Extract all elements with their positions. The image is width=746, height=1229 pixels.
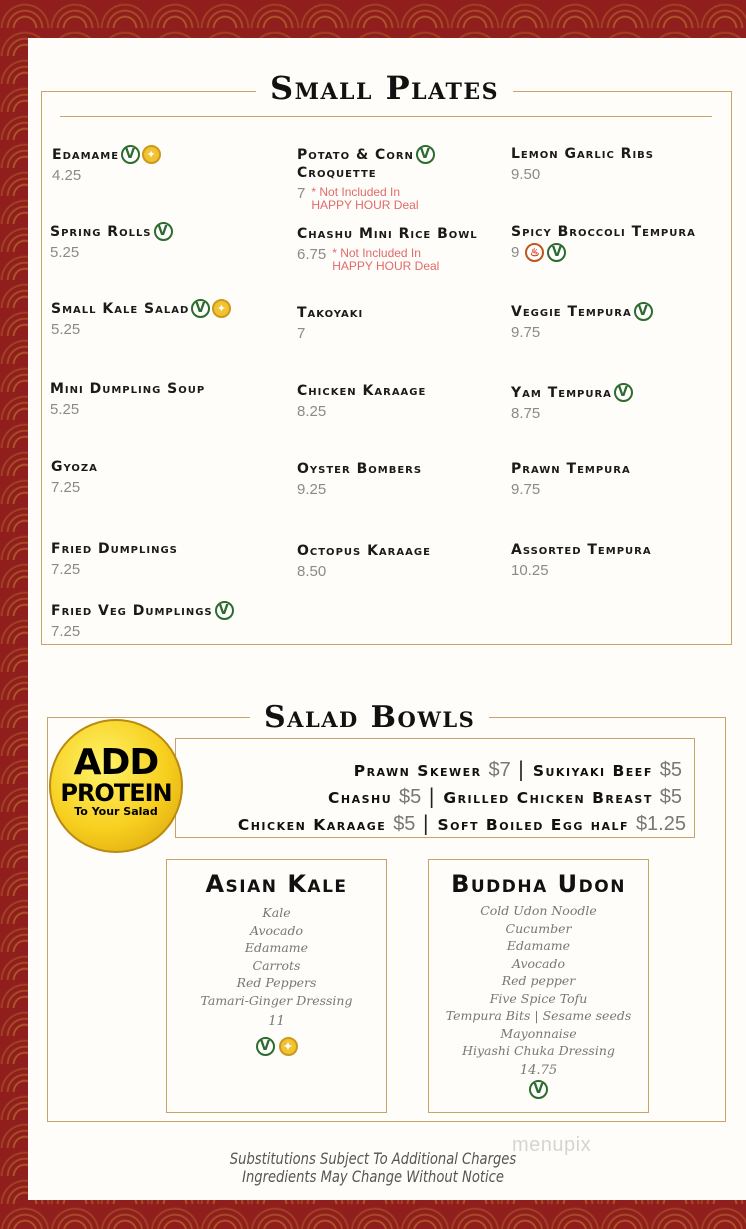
buddha-udon-box <box>428 859 649 1113</box>
item-name <box>297 225 478 243</box>
item-price <box>297 183 435 212</box>
small-plates-title: Small Plates <box>256 68 513 108</box>
item-price-value: 5.25 <box>50 401 80 418</box>
item-price-value: 4.25 <box>52 167 82 184</box>
item-name <box>511 302 653 321</box>
item-price <box>51 319 231 341</box>
item-name-text: Chashu Mini Rice Bowl <box>297 226 478 242</box>
protein-price: $5 <box>393 813 416 835</box>
item-name-text: Potato & Corn <box>297 146 414 163</box>
vegan-icon: V <box>215 601 234 620</box>
item-price-value: 9.75 <box>511 481 541 498</box>
separator: | <box>422 811 431 835</box>
ingredient: Hiyashi Chuka Dressing <box>462 1043 615 1058</box>
item-price-value: 9.25 <box>297 481 327 498</box>
vegan-icon: V <box>121 145 140 164</box>
spicy-icon: ♨ <box>525 243 544 262</box>
item-price-value: 8.25 <box>297 403 327 420</box>
item-price-value: 9.75 <box>511 324 541 341</box>
gluten-free-icon: ✦ <box>212 299 231 318</box>
bowl-icons <box>429 1080 648 1099</box>
item-name-text: Lemon Garlic Ribs <box>511 146 655 162</box>
item-name <box>50 222 173 241</box>
menu-item <box>297 225 478 273</box>
item-name-text: Spring Rolls <box>50 223 152 240</box>
item-price-value: 7 <box>297 185 306 202</box>
protein-price: $5 <box>399 786 422 808</box>
item-price <box>511 403 633 425</box>
ingredient: Mayonnaise <box>500 1025 577 1041</box>
ingredient: Avocado <box>249 922 304 938</box>
protein-row-2 <box>328 785 682 809</box>
item-name-text: Octopus Karaage <box>297 543 431 559</box>
item-price <box>511 242 696 264</box>
protein-name: Sukiyaki Beef <box>532 762 653 780</box>
item-price-value: 9 <box>511 244 520 261</box>
vegan-icon: V <box>529 1080 548 1099</box>
item-name <box>51 299 231 318</box>
ingredient: Cold Udon Noodle <box>480 903 597 918</box>
item-price <box>51 477 98 499</box>
menu-item <box>297 145 435 212</box>
item-price-value: 6.75 <box>297 246 327 263</box>
ingredient: Red Peppers <box>236 975 317 990</box>
item-price <box>511 164 654 186</box>
item-name <box>50 380 205 398</box>
item-price <box>511 560 652 582</box>
item-price <box>297 244 478 273</box>
item-price-value: 5.25 <box>50 244 80 261</box>
badge-line1: ADD <box>73 742 159 783</box>
bowl-price: 14.75 <box>519 1062 558 1078</box>
item-price <box>297 479 422 501</box>
menu-item <box>51 601 234 643</box>
item-price-value: 9.50 <box>511 166 541 183</box>
item-name-text: Edamame <box>52 146 120 163</box>
protein-name: Chashu <box>327 789 393 807</box>
item-name-text: Mini Dumpling Soup <box>50 381 206 397</box>
vegan-icon: V <box>191 299 210 318</box>
bowl-price: 11 <box>268 1014 285 1029</box>
menu-item <box>297 304 363 345</box>
ingredient-list <box>429 902 648 1060</box>
item-name <box>51 540 178 558</box>
item-name-text: Assorted Tempura <box>511 542 652 558</box>
item-price <box>511 479 631 501</box>
menu-item <box>297 542 431 583</box>
menu-item <box>297 382 426 423</box>
item-name <box>511 460 631 478</box>
item-name <box>297 304 363 322</box>
item-name <box>51 601 234 620</box>
item-name-text: Gyoza <box>51 459 98 475</box>
item-name-text: Chicken Karaage <box>297 383 427 399</box>
ingredient: Five Spice Tofu <box>489 990 588 1006</box>
item-name <box>297 382 426 400</box>
item-price <box>52 165 161 187</box>
asian-kale-box <box>166 859 387 1113</box>
footer-line2: Ingredients May Change Without Notice <box>242 1167 504 1186</box>
vegan-icon: V <box>416 145 435 164</box>
protein-name: Chicken Karaage <box>237 816 387 834</box>
item-price-value: 5.25 <box>51 321 81 338</box>
menu-item <box>51 299 231 341</box>
bowl-title: Buddha Udon <box>451 870 626 898</box>
vegan-icon: V <box>547 243 566 262</box>
item-name <box>297 542 431 560</box>
separator: | <box>428 784 437 808</box>
badge-line3: To Your Salad <box>74 805 158 818</box>
item-name <box>51 458 98 476</box>
badge-line2: PROTEIN <box>60 779 172 807</box>
ingredient: Edamame <box>506 938 571 953</box>
item-price <box>51 559 178 581</box>
item-price-value: 8.50 <box>297 563 327 580</box>
item-price-value: 7.25 <box>51 623 81 640</box>
bowl-title: Asian Kale <box>205 870 348 898</box>
item-name-text: Prawn Tempura <box>511 461 631 477</box>
vegan-icon: V <box>154 222 173 241</box>
item-price <box>51 621 234 643</box>
item-price <box>511 322 653 344</box>
vegan-icon: V <box>256 1037 275 1056</box>
watermark: menupix <box>512 1134 592 1156</box>
item-name <box>511 383 633 402</box>
gluten-free-icon: ✦ <box>142 145 161 164</box>
item-name <box>297 460 422 478</box>
menu-item <box>51 458 98 499</box>
add-protein-badge <box>49 719 183 853</box>
menu-item <box>511 460 631 501</box>
ingredient: Edamame <box>244 940 309 955</box>
item-price <box>50 242 173 264</box>
item-name <box>511 145 654 163</box>
protein-row-3 <box>238 812 686 836</box>
item-price-value: 7.25 <box>51 561 81 578</box>
ingredient: Cucumber <box>505 920 572 936</box>
protein-price: $5 <box>659 759 682 781</box>
salad-bowls-title: Salad Bowls <box>250 700 489 736</box>
item-price-value: 10.25 <box>511 562 549 579</box>
item-name-text: Small Kale Salad <box>51 300 190 317</box>
small-plates-divider <box>60 116 712 117</box>
protein-price: $1.25 <box>635 813 686 835</box>
menu-item <box>511 383 633 425</box>
item-name <box>52 145 161 164</box>
vegan-icon: V <box>634 302 653 321</box>
separator: | <box>517 757 526 781</box>
item-name-text: Takoyaki <box>297 305 364 321</box>
protein-row-1 <box>354 758 682 782</box>
item-price-value: 8.75 <box>511 405 541 422</box>
item-name-text: Yam Tempura <box>511 384 612 401</box>
menu-item <box>297 460 422 501</box>
item-name <box>511 223 696 241</box>
item-name-text: Spicy Broccoli Tempura <box>511 224 696 240</box>
menu-item <box>511 302 653 344</box>
item-name <box>511 541 652 559</box>
protein-name: Grilled Chicken Breast <box>443 789 653 807</box>
item-price <box>297 323 363 345</box>
item-price <box>50 399 205 421</box>
gluten-free-icon: ✦ <box>279 1037 298 1056</box>
ingredient: Tamari-Ginger Dressing <box>200 992 353 1008</box>
item-note: * Not Included In HAPPY HOUR Deal <box>332 246 440 273</box>
menu-item <box>51 540 178 581</box>
menu-item <box>52 145 161 187</box>
ingredient: Kale <box>262 905 291 920</box>
item-price <box>297 561 431 583</box>
item-note: * Not Included In HAPPY HOUR Deal <box>311 185 419 212</box>
bowl-icons <box>167 1037 386 1056</box>
item-price <box>297 401 426 423</box>
ingredient: Carrots <box>252 957 301 973</box>
item-name-line2: Croquette <box>297 165 377 181</box>
ingredient: Avocado <box>511 955 566 971</box>
footer-line1: Substitutions Subject To Additional Charges <box>229 1149 517 1168</box>
ingredient: Red pepper <box>501 973 576 988</box>
menu-item <box>50 222 173 264</box>
ingredient-list <box>167 904 386 1009</box>
menu-item <box>511 223 696 264</box>
vegan-icon: V <box>614 383 633 402</box>
protein-price: $5 <box>659 786 682 808</box>
item-name-text: Oyster Bombers <box>297 461 423 477</box>
item-name-text: Fried Dumplings <box>51 541 178 557</box>
menu-item <box>511 541 652 582</box>
item-icons <box>525 243 566 262</box>
protein-price: $7 <box>488 759 511 781</box>
item-name <box>297 145 435 164</box>
item-name-text: Fried Veg Dumplings <box>51 602 213 619</box>
menu-item <box>50 380 205 421</box>
item-name-text: Veggie Tempura <box>511 303 632 320</box>
protein-name: Soft Boiled Egg half <box>437 816 630 834</box>
item-price-value: 7 <box>297 325 306 342</box>
menu-item <box>511 145 654 186</box>
item-price-value: 7.25 <box>51 479 81 496</box>
protein-name: Prawn Skewer <box>353 762 482 780</box>
ingredient: Tempura Bits | Sesame seeds <box>445 1008 632 1023</box>
